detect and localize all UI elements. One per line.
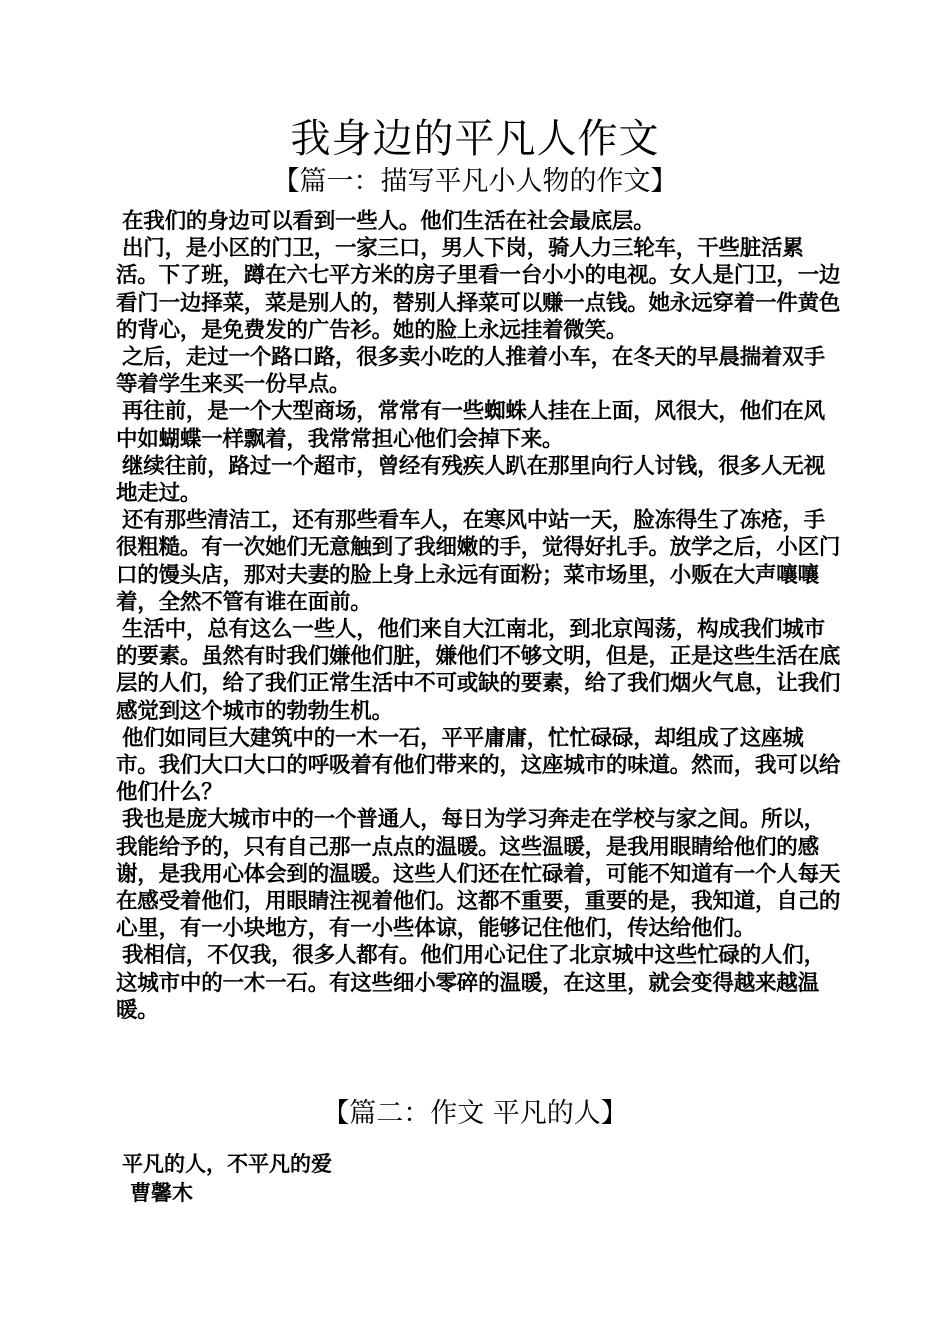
document-title: 我身边的平凡人作文: [290, 116, 660, 162]
section-2-subtitle: 平凡的人，不平凡的爱: [122, 1152, 332, 1176]
paragraph: 还有那些清洁工，还有那些看车人，在寒风中站一天，脸冻得生了冻疮，手很粗糙。有一次她们无意触到了我细嫩的手，觉得好扎手。放学之后，小区门口的馒头店，那对夫妻的脸上身上永远有面粉；菜市场里，小贩在大声嚷嚷着，全然不管有谁在面前。: [116, 508, 841, 615]
section-2-heading: 【篇二：作文 平凡的人】: [322, 1098, 628, 1129]
section-1-heading: 【篇一：描写平凡小人物的作文】: [272, 166, 678, 197]
paragraph: 在我们的身边可以看到一些人。他们生活在社会最底层。: [122, 209, 655, 234]
paragraph: 我也是庞大城市中的一个普通人，每日为学习奔走在学校与家之间。所以，我能给予的，只有自己那一点点的温暖。这些温暖，是我用眼睛给他们的感谢，是我用心体会到的温暖。这些人们还在忙碌着，可能不知道有一个人每天在感受着他们，用眼睛注视着他们。这都不重要，重要的是，我知道，自己的心里，有一小块地方，有一小些体谅，能够记住他们，传达给他们。: [116, 807, 841, 942]
paragraph: 生活中，总有这么一些人，他们来自大江南北，到北京闯荡，构成我们城市的要素。虽然有时我们嫌他们脏，嫌他们不够文明，但是，正是这些生活在底层的人们，给了我们正常生活中不可或缺的要素，给了我们烟火气息，让我们感觉到这个城市的勃勃生机。: [116, 617, 841, 724]
paragraph: 他们如同巨大建筑中的一木一石，平平庸庸，忙忙碌碌，却组成了这座城市。我们大口大口的呼吸着有他们带来的，这座城市的味道。然而，我可以给他们什么？: [116, 725, 841, 806]
section-1-body: [116, 208, 844, 1024]
paragraph: 再往前，是一个大型商场，常常有一些蜘蛛人挂在上面，风很大，他们在风中如蝴蝶一样飘着，我常常担心他们会掉下来。: [116, 399, 825, 452]
section-2-author: 曹馨木: [130, 1181, 193, 1205]
paragraph: 继续往前，路过一个超市，曾经有残疾人趴在那里向行人讨钱，很多人无视地走过。: [116, 453, 825, 507]
section-2-intro: [116, 1150, 844, 1208]
paragraph: 我相信，不仅我，很多人都有。他们用心记住了北京城中这些忙碌的人们，这城市中的一木一石。有这些细小零碎的温暖，在这里，就会变得越来越温暖。: [116, 943, 825, 1023]
paragraph: 之后，走过一个路口路，很多卖小吃的人推着小车，在冬天的早晨揣着双手等着学生来买一份早点。: [116, 345, 825, 398]
paragraph: 出门，是小区的门卫，一家三口，男人下岗，骑人力三轮车，干些脏活累活。下了班，蹲在六七平方米的房子里看一台小小的电视。女人是门卫，一边看门一边择菜，菜是别人的，替别人择菜可以赚一点钱。她永远穿着一件黄色的背心，是免费发的广告衫。她的脸上永远挂着微笑。: [116, 236, 841, 343]
